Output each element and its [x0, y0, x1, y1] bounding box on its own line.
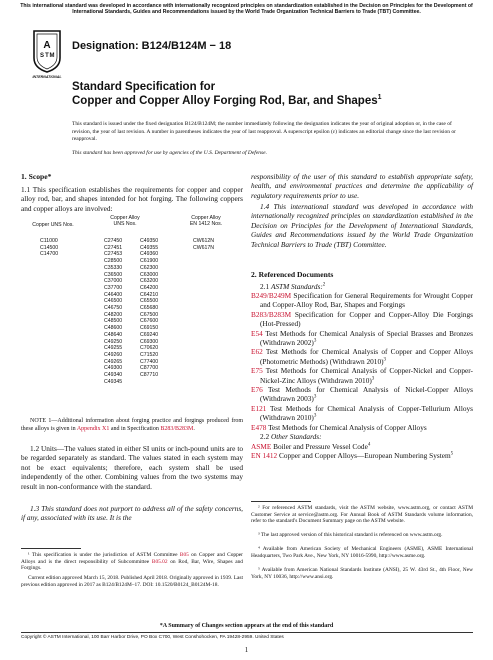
list-item: E121 Test Methods for Chemical Analysis of Copper-Tellurium Alloys (Withdrawn 2010)$^3$ [251, 403, 473, 423]
table-cell: C35330 [104, 264, 123, 271]
summary-of-changes-note: *A Summary of Changes section appears at the end of this standard [159, 623, 334, 629]
list-item: ASME Boiler and Pressure Vessel Code$^4$ [251, 441, 371, 451]
reference-link[interactable]: E75 [251, 366, 263, 376]
svg-text:S: S [39, 53, 45, 59]
table-cell: C27450 [104, 238, 123, 244]
table-cell: C36500 [104, 271, 123, 278]
table-cell: C49355 [140, 244, 159, 251]
table-cell: C64210 [140, 291, 159, 298]
table-cell: C14700 [40, 251, 59, 258]
table-cell: C37000 [104, 278, 123, 285]
footnote-1-edition: Current edition approved March 15, 2018. Published April 2018. Originally approved in 1939. Last previous edition approved in 2017 as B124/B124M–17. DOI: 10.1520/B0124_B0124M-18. [21, 575, 243, 588]
table-cell: C63000 [140, 271, 159, 278]
footnote-4: ⁴ Available from American Society of Mechanical Engineers (ASME), ASME International Headquarters, Two Park Ave., New York, NY 10016-5990, http://www.asme.org. [251, 546, 473, 559]
table-cell: C67500 [140, 311, 159, 318]
table-cell: C46400 [104, 291, 123, 298]
referenced-documents-heading: 2. Referenced Documents [251, 270, 334, 279]
list-item: EN 1412 Copper and Copper Alloys—European Numbering System$^5$ [251, 450, 454, 460]
astm-logo-icon [30, 28, 64, 74]
table-cell: C65680 [140, 305, 159, 312]
reference-link[interactable]: E76 [251, 385, 263, 395]
reference-link[interactable]: B249/B249M [251, 291, 292, 300]
table-header-alloy-uns [94, 215, 156, 228]
other-standards-label: 2.2 Other Standards: [260, 432, 322, 442]
reference-link[interactable]: B283/B283M [251, 309, 292, 319]
table-cell: C48200 [104, 311, 123, 318]
table-header-copper: Copper UNS Nos. [32, 222, 74, 228]
table-cell: C64200 [140, 284, 159, 291]
astm-reference-list [251, 291, 473, 460]
svg-text:A: A [43, 40, 51, 51]
table-cell: C70620 [140, 345, 159, 352]
page-number: 1 [244, 646, 249, 654]
table-cell: C77400 [140, 358, 159, 365]
table-cell: CW617N [193, 244, 215, 251]
list-item: E75 Test Methods for Chemical Analysis of Copper-Nickel and Copper-Nickel-Zinc Alloys (Withdrawn 2010)$^3$ [251, 366, 473, 385]
note-1: NOTE 1—Additional information about forging practice and forgings produced from these alloys is given in Appendix X1 and in Specification B283/B283M. [21, 418, 243, 432]
table-cell: C67600 [140, 318, 159, 325]
title-line-2: Copper and Copper Alloy Forging Rod, Bar, and Shapes$^1$ [72, 94, 382, 107]
list-item: B249/B249M Specification for General Requirements for Wrought Copper and Copper-Alloy Rod, Bar, Shapes and Forgings [251, 291, 473, 310]
table-col-alloy-b [140, 238, 158, 379]
table-header-alloy-uns-line1: Copper Alloy [110, 215, 140, 221]
table-cell: C28500 [104, 258, 123, 265]
title-line-1: Standard Specification for [72, 81, 216, 93]
table-cell: C37700 [104, 284, 123, 291]
table-col-en1412 [193, 238, 214, 251]
b05-link[interactable]: B05 [179, 552, 189, 558]
scope-paragraph-1-4: 1.4 This international standard was developed in accordance with internationally recognized principles on standardization established in the Decision on Principles for the Development of International Standards, Guides and Recommendations issued by the World Trade Organization Technical Barriers to Trade (TBT) Committee. [251, 202, 473, 249]
alloy-table [28, 215, 238, 415]
table-cell: C69300 [140, 338, 159, 345]
reference-link[interactable]: EN 1412 [251, 450, 278, 460]
bottom-divider [21, 632, 473, 633]
b283-link[interactable]: B283/B283M [160, 425, 194, 432]
footnote-3: ³ The last approved version of this historical standard is referenced on www.astm.org. [258, 532, 443, 538]
table-cell: C48640 [104, 331, 123, 338]
table-cell: C11000 [40, 238, 58, 244]
table-cell: C49250 [104, 338, 123, 345]
scope-paragraph-1-2: 1.2 Units—The values stated in either SI units or inch-pound units are to be regarded separately as standard. The values stated in each system may not be exact equivalents; therefore, each system shall be used independently of the other. Combining values from the two systems may result in non-conformance with the standard. [21, 444, 243, 491]
list-item: E76 Test Methods for Chemical Analysis of Nickel-Copper Alloys (Withdrawn 2003)$^3$ [251, 385, 473, 404]
scope-paragraph-1-1: 1.1 This specification establishes the requirements for copper and copper alloy rod, bar, and shapes intended for hot forging. The following coppers and copper alloys are involved: [21, 185, 243, 213]
table-header-en1412-line1: Copper Alloy [191, 215, 221, 221]
table-cell: C49255 [104, 345, 123, 352]
table-cell: C46500 [104, 298, 123, 305]
svg-text:T: T [45, 53, 49, 59]
table-cell: C87700 [140, 365, 159, 372]
table-cell: C49300 [104, 365, 123, 372]
table-cell: CW612N [193, 238, 215, 244]
scope-paragraph-1-3: 1.3 This standard does not purport to address all of the safety concerns, if any, associated with its use. It is the [21, 504, 243, 523]
table-cell: C61900 [140, 258, 159, 265]
table-cell: C49360 [140, 251, 159, 258]
table-cell: C27451 [104, 244, 123, 251]
list-item: E54 Test Methods for Chemical Analysis of Special Brasses and Bronzes (Withdrawn 2002)$^3$ [251, 328, 473, 348]
table-header-alloy-uns-line2: UNS Nos. [113, 221, 137, 228]
reference-link[interactable]: E62 [251, 347, 263, 357]
footnote-divider-right [251, 501, 311, 502]
scope-heading: 1. Scope* [21, 172, 52, 181]
table-cell: C27453 [104, 251, 123, 258]
issued-note: This standard is issued under the fixed designation B124/B124M; the number immediately following the designation indicates the year of original adoption or, in the case of revision, the year of last revision. A number in parentheses indicates the year of last reapproval. A superscript epsilon (ε) indicates an editorial change since the last revision or reapproval. [72, 121, 456, 142]
b05-02-link[interactable]: B05.02 [151, 558, 168, 565]
table-cell: C71520 [140, 351, 159, 358]
footnote-5: ⁵ Available from American National Standards Institute (ANSI), 25 W. 43rd St., 4th Floor, New York, NY 10036, http://www.ansi.org. [251, 567, 473, 580]
table-cell: C48500 [104, 318, 123, 325]
footnote-1: ¹ This specification is under the jurisdiction of ASTM Committee B05 on Copper and Copper Alloys and is the direct responsibility of Subcommittee B05.02 on Rod, Bar, Wire, Shapes and Forgings. [21, 552, 244, 572]
table-header-en1412-line2: EN 1412 Nos. [189, 221, 223, 228]
table-cell: C69150 [140, 325, 159, 332]
astm-standards-label: 2.1 ASTM Standards:$^2$ [260, 282, 326, 291]
footnote-2: ² For referenced ASTM standards, visit the ASTM website, www.astm.org, or contact ASTM Customer Service at service@astm.org. For Annual Book of ASTM Standards volume information, refer to the standard's Document Summary page on the ASTM website. [251, 505, 473, 525]
table-cell: C14500 [40, 244, 59, 251]
table-cell: C69240 [140, 331, 159, 338]
table-cell: C49350 [140, 238, 159, 244]
table-col-alloy-a [104, 238, 122, 385]
reference-link[interactable]: ASME [251, 441, 272, 451]
tbt-banner: This international standard was developed in accordance with internationally recognized principles on standardization established in the Decision on Principles for the Development of International Standards, Guides and Recommendations issued by the World Trade Organization Technical Barriers to Trade (TBT) Committee. [20, 3, 473, 16]
table-cell: C65500 [140, 298, 159, 305]
table-cell: C63200 [140, 278, 159, 285]
table-header-en1412 [178, 215, 234, 228]
table-cell: C49345 [104, 378, 123, 385]
table-cell: C49260 [104, 351, 123, 358]
table-cell: C49265 [104, 358, 123, 365]
logo-caption: INTERNATIONAL [32, 75, 62, 79]
reference-link[interactable]: E478 [251, 422, 267, 432]
designation: Designation: B124/B124M − 18 [72, 40, 232, 52]
table-cell: C46750 [104, 305, 123, 312]
appendix-x1-link[interactable]: Appendix X1 [76, 425, 110, 432]
table-cell: C49340 [104, 372, 123, 379]
reference-link[interactable]: E54 [251, 328, 263, 338]
scope-paragraph-1-3-cont: responsibility of the user of this standard to establish appropriate safety, health, and environmental practices and determine the applicability of regulatory requirements prior to use. [251, 172, 473, 200]
list-item: E62 Test Methods for Chemical Analysis of Copper and Copper Alloys (Photometric Methods) (Withdrawn 2010)$^3$ [251, 347, 473, 366]
reference-link[interactable]: E121 [251, 403, 267, 413]
list-item: E478 Test Methods for Chemical Analysis of Copper Alloys [251, 422, 427, 432]
svg-text:M: M [49, 53, 55, 59]
dod-approval-note: This standard has been approved for use by agencies of the U.S. Department of Defense. [72, 150, 267, 156]
list-item: B283/B283M Specification for Copper and Copper-Alloy Die Forgings (Hot-Pressed) [251, 309, 473, 329]
footnote-divider-left [21, 548, 81, 549]
copyright-line: Copyright © ASTM International, 100 Barr Harbor Drive, PO Box C700, West Conshohocken, PA 19428-2959. United States [21, 635, 284, 640]
table-cell: C62300 [140, 264, 159, 271]
table-cell: C87710 [140, 372, 159, 379]
table-cell: C48600 [104, 325, 123, 332]
table-col-copper [40, 238, 58, 258]
